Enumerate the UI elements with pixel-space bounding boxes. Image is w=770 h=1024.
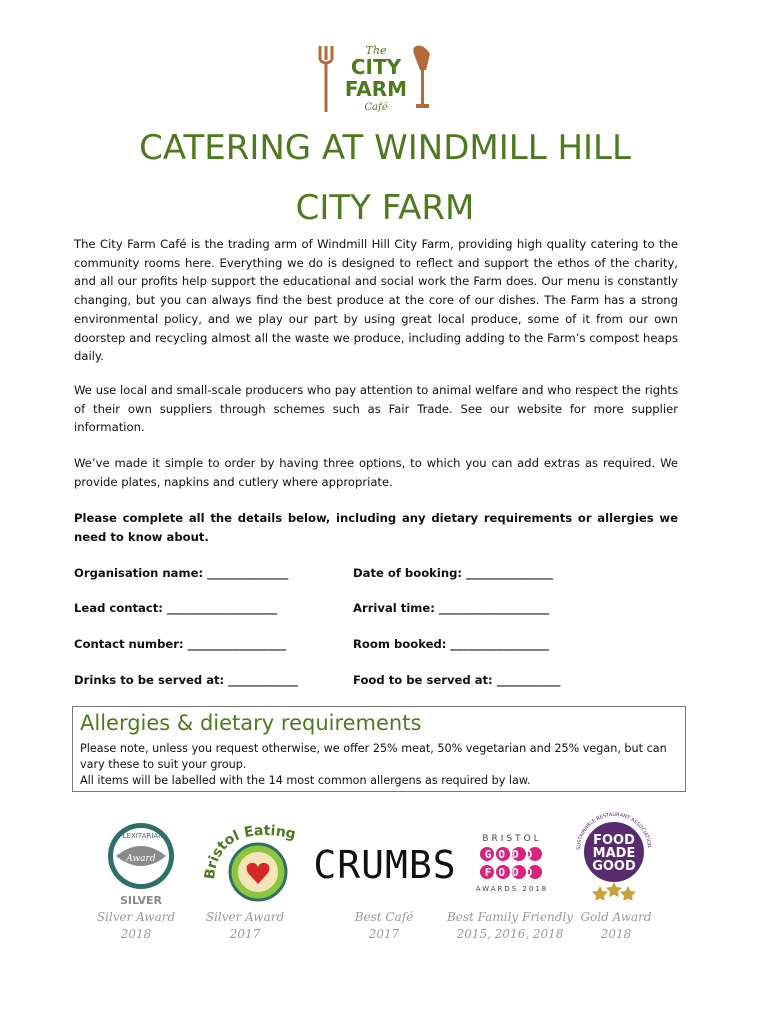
award-caption-eating-better: Silver Award 2017	[205, 910, 285, 941]
allergies-text	[80, 741, 680, 789]
allergies-heading: Allergies & dietary requirements	[80, 711, 422, 735]
allergies-box	[72, 706, 686, 792]
award-caption-flexitarian: Silver Award 2018	[96, 910, 176, 941]
svg-text:Bristol Eating Better: Bristol Eating	[201, 822, 298, 881]
apple-heart-icon	[200, 810, 310, 905]
svg-text:AWARDS 2018: AWARDS 2018	[475, 885, 549, 893]
award-caption-crumbs: Best Café 2017	[354, 910, 414, 941]
arrival-time-field[interactable]: Arrival time: ___________________	[353, 601, 550, 615]
page-title	[0, 118, 770, 238]
svg-text:Café: Café	[364, 102, 388, 113]
svg-text:BRISTOL: BRISTOL	[482, 834, 542, 844]
food-made-good-logo	[568, 808, 660, 900]
pitchfork-spade-icon	[310, 40, 440, 116]
food-served-at-field[interactable]: Food to be served at: ___________	[353, 673, 561, 687]
svg-text:FOOD: FOOD	[484, 866, 540, 879]
bristol-good-food-logo	[470, 830, 554, 920]
options-paragraph: We’ve made it simple to order by having three options, to which you can add extras as required. We provide plates, napkins and cutlery where appropriate.	[74, 456, 678, 489]
bristol-eating-better-logo	[200, 810, 310, 905]
title-line-1: CATERING AT WINDMILL HILL	[139, 128, 631, 168]
svg-text:SUSTAINABLE RESTAURANT ASSOCIA: SUSTAINABLE RESTAURANT ASSOCIATION	[575, 811, 652, 851]
svg-text:FLEXITARIAN: FLEXITARIAN	[118, 832, 164, 840]
crumbs-logo	[312, 836, 458, 896]
svg-text:CRUMBS: CRUMBS	[313, 843, 457, 887]
drinks-served-at-field[interactable]: Drinks to be served at: ____________	[74, 673, 298, 687]
svg-text:GOOD: GOOD	[484, 848, 540, 861]
award-caption-food-made-good: Gold Award 2018	[580, 910, 652, 941]
organisation-name-field[interactable]: Organisation name: ______________	[74, 566, 289, 580]
contact-number-field[interactable]: Contact number: _________________	[74, 637, 287, 651]
svg-text:GOOD: GOOD	[592, 859, 636, 874]
svg-text:CITY: CITY	[350, 55, 402, 79]
lead-contact-field[interactable]: Lead contact: ___________________	[74, 601, 278, 615]
svg-text:SILVER: SILVER	[119, 894, 163, 906]
crumbs-wordmark-icon	[312, 836, 458, 896]
svg-text:FOOD: FOOD	[593, 833, 635, 848]
title-line-2: CITY FARM	[295, 188, 475, 228]
intro-paragraph: The City Farm Café is the trading arm of Windmill Hill City Farm, providing high quality catering to the community rooms here. Everything we do is designed to reflect and support the ethos of the charity, and all our profits help support the educational and social work the Farm does. Our menu is constantly changing, but you can always find the best produce at the core of our dishes. The Farm has a strong environmental policy, and we play our part by using great local produce, some of it from our own doorstep and recycling almost all the waste we produce, including adding to the Farm’s compost heaps daily.	[74, 237, 678, 364]
svg-text:FARM: FARM	[344, 77, 408, 101]
flexitarian-award-logo	[94, 816, 188, 906]
instructions-paragraph: Please complete all the details below, including any dietary requirements or allergies we need to know about.	[74, 511, 678, 544]
flexitarian-award-icon	[94, 816, 188, 906]
allergies-line-2: vary these to suit your group.	[80, 758, 247, 771]
date-of-booking-field[interactable]: Date of booking: _______________	[353, 566, 554, 580]
award-caption-good-food: Best Family Friendly 2015, 2016, 2018	[446, 910, 574, 941]
room-booked-field[interactable]: Room booked: _________________	[353, 637, 549, 651]
producers-paragraph: We use local and small-scale producers who pay attention to animal welfare and who respect the rights of their own suppliers through schemes such as Fair Trade. See our website for more supplier information.	[74, 383, 678, 435]
svg-text:The: The	[365, 44, 387, 57]
svg-text:MADE: MADE	[592, 846, 636, 861]
svg-text:Award: Award	[126, 854, 156, 864]
good-food-awards-icon	[470, 830, 554, 920]
allergies-line-1: Please note, unless you request otherwise, we offer 25% meat, 50% vegetarian and 25% vegan, but can	[80, 742, 667, 755]
city-farm-cafe-logo	[310, 40, 440, 116]
food-made-good-stars-icon	[568, 808, 660, 900]
allergies-line-3: All items will be labelled with the 14 most common allergens as required by law.	[80, 774, 531, 787]
